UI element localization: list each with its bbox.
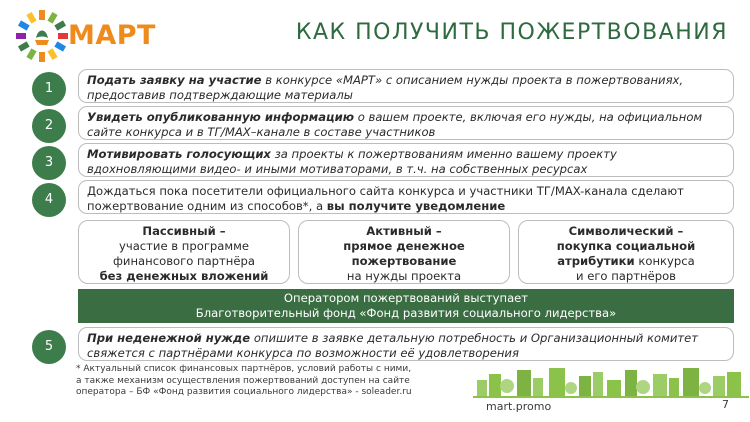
footnote-line3: оператора – БФ «Фонд развития социального лидерства» - soleader.ru — [76, 387, 412, 397]
logo-text: МАРТ — [68, 20, 156, 51]
step-number-2: 2 — [32, 109, 66, 143]
step-5-box — [78, 327, 734, 361]
footnote-line1: * Актуальный список финансовых партнёров, условий работы с ними, — [76, 364, 412, 374]
step-2-text: о вашем проекте, включая его нужды, на официальном сайте конкурса и в ТГ/MAX–канале в составе участников — [87, 110, 703, 139]
way-passive-line1: участие в программе — [118, 239, 250, 253]
step-4-box — [78, 180, 734, 214]
way-passive-heading: Пассивный – — [142, 224, 226, 238]
logo-emblem-icon — [14, 8, 70, 64]
way-active-line1: прямое денежное — [343, 239, 465, 253]
step-number-4: 4 — [32, 183, 66, 217]
page-title: КАК ПОЛУЧИТЬ ПОЖЕРТВОВАНИЯ — [295, 20, 728, 45]
footnote — [76, 364, 476, 399]
way-active-line2: пожертвование — [351, 254, 457, 268]
page-number: 7 — [722, 398, 729, 411]
step-number-3: 3 — [32, 146, 66, 180]
way-symbolic-line1: покупка социальной — [556, 239, 696, 253]
step-4-bold: вы получите уведомление — [326, 199, 506, 213]
city-skyline-illustration — [473, 366, 749, 398]
step-4-text: Дождаться пока посетители официального сайта конкурса и участники ТГ/MAX-канала сделают пожертвование одним из способов*, а — [87, 184, 684, 213]
way-active-box — [298, 220, 510, 284]
way-symbolic-box — [518, 220, 734, 284]
way-active-line3: на нужды проекта — [346, 269, 462, 283]
step-number-1: 1 — [32, 72, 66, 106]
way-symbolic-line2-rest: конкурса — [634, 254, 695, 268]
step-1-text: в конкурсе «МАРТ» с описанием нужды проекта в пожертвованиях, предоставив подтверждающие материалы — [87, 73, 684, 102]
way-symbolic-line3: и его партнёров — [575, 269, 677, 283]
way-symbolic-heading: Символический – — [568, 224, 684, 238]
step-5-bold: При неденежной нужде — [87, 331, 251, 345]
step-3-text: за проекты к пожертвованиям именно вашему проекту вдохновляющими видео- и иными мотиваторами, в т.ч. на собственных ресурсах — [87, 147, 617, 176]
step-1-bold: Подать заявку на участие — [87, 73, 262, 87]
footnote-line2: а также механизм осуществления пожертвований доступен на сайте — [76, 375, 410, 386]
step-5-text: опишите в заявке детальную потребность и Организационный комитет свяжется с партнёрами конкурса по возможности её удовлетворения — [87, 331, 699, 360]
operator-line2: Благотворительный фонд «Фонд развития социального лидерства» — [195, 306, 617, 320]
way-passive-box — [78, 220, 290, 284]
step-3-box — [78, 143, 734, 177]
site-url: mart.promo — [486, 400, 552, 413]
logo — [14, 8, 156, 64]
way-passive-line2: финансового партнёра — [113, 254, 255, 268]
way-passive-line3: без денежных вложений — [99, 269, 269, 283]
step-1-box — [78, 69, 734, 103]
way-symbolic-line2-bold: атрибутики — [557, 254, 635, 268]
operator-line1: Оператором пожертвований выступает — [283, 291, 529, 305]
step-number-5: 5 — [32, 330, 66, 364]
way-active-heading: Активный – — [366, 224, 442, 238]
step-3-bold: Мотивировать голосующих — [87, 147, 271, 161]
step-2-box — [78, 106, 734, 140]
step-2-bold: Увидеть опубликованную информацию — [87, 110, 355, 124]
operator-banner — [78, 289, 734, 323]
